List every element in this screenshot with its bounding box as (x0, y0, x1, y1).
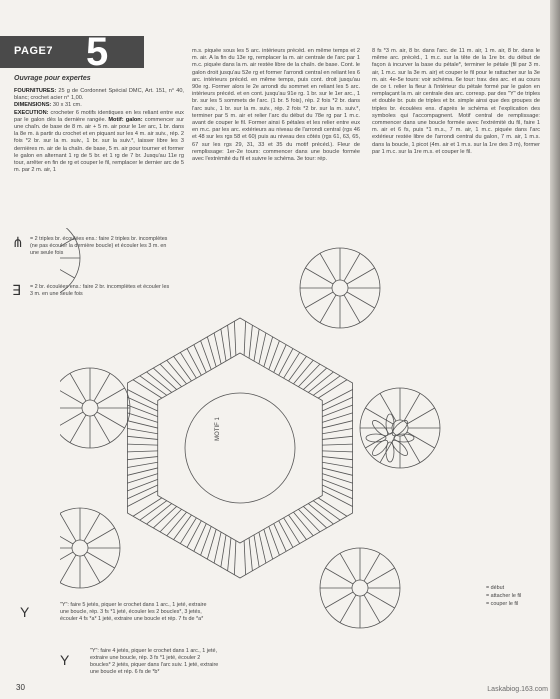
dimensions-text: 30 x 31 cm. (52, 102, 82, 109)
motif-label: MOTIF 1 (214, 417, 221, 441)
page-header-tab (0, 30, 144, 74)
text-column-2: m.s. piquée sous les 5 arc. intérieurs précéd. en même temps et 2 m. air. A la fin du 13e rg, remplacer la m. air centrale de l'arc par 1 m.c. piquée dans la m. air restée libre de la chaîn. de base. Cont. le galon droit jusqu'au 52e rg et former l'arrondi central en reliant les 6 arc. intérieurs précéd. en même temps, puis cont. droit jusqu'au 90e rg. Former alors le 2e arrondi du sommet en reliant les 5 arc. intérieurs précéd. et en cont. jusqu'au 91e rg. 1 br. sur le 1er arc., 1 br. sur les 5 sommets de l'arc. (1 br. 5 fois), rép. 2 fois *2 br. dans l'arc suiv., 1 br. sur la m. suiv., rép. 2 fois *2 br. sur la m. suiv.*, terminer par 5 m. air et relier l'arc du début du 78e rg par 1 m.c. avant de couper le fil. Former ainsi 6 pétales et les relier entre eux en m.c. par les arc. extérieurs au niveau de l'arrondi central (rgs 46 et 48 sur les rgs 58 et 60) puis au niveau des côtés (rgs 61, 63, 65, 67 sur les rgs 29, 31, 33 et 35 du motif précéd.). Fleur de remplissage: 1er-2e tours: commencer dans une boucle formée avec l'extrémité du fil et suivre le schéma. 3e tour: rép. (192, 48, 360, 163)
dimensions-heading: DIMENSIONS: (14, 102, 52, 109)
legend-y1: "Y": faire 5 jetés, piquer le crochet dans 1 arc., 1 jeté, extraire une boucle, rép. 3 fs *1 jeté, écouler les 2 boucles*, 3 jetés, écouler 4 fs *a* 1 jeté, extraire une boucle et rép. 7 fs de *a* (60, 602, 207, 622)
legend-couper: = couper le fil (486, 601, 519, 607)
fournitures-heading: FOURNITURES: (14, 88, 57, 94)
fournitures-text: 25 g de Cordonnet Spécial DMC, Art. 151, n° 40, blanc; crochet acier n° 1,00. (14, 88, 184, 102)
text-column-3: 8 fs *3 m. air, 8 br. dans l'arc. de 11 m. air, 1 m. air, 8 br. dans le même arc. précéd., 1 m.c. sur la tête de la 1re br. du début de façon à incurver la base du pétale*, terminer le pétale (fil par 3 m. air, 1 m.c. sur la 3e m. air) et couper le fil pour le rattacher sur la 3e m. air. 4e-5e tours: voir schéma. 6e tour: trav. des arc. et au cours de ce t. relier la fleur à l'intérieur du pétale formé par le galon en remplaçant la m. air centrale des arc. corresp. par des "Y" de triples et double br. puis de triples et br. simple ainsi que des groupes de triples br. écoulées ens. d'après le schéma et l'explication des symboles qui l'accompagnent. Motif central de remplissage: commencer dans une boucle formée avec l'extrémité du fil, faire 1 m. air et 6 fs, puis *1 m.s., 7 m. air, 1 m.c. piquée dans l'arc extérieur restée libre de l'arrondi central du galon, 7 m. air, 1 m.s. dans la boucle, 1 picot (4m. air et 1 m.s. sur la 1re des 3 m), former par 1 m.c. sur la 1re m.s. et couper le fil. (372, 48, 540, 155)
difficulty-level: Ouvrage pour expertes (14, 75, 91, 82)
page-edge-shadow (550, 0, 560, 699)
motif-heading: Motif: galon: (108, 116, 143, 123)
legend-debut: = début (486, 585, 505, 591)
execution-text: crocheter 6 motifs identiques en les reliant entre eux par le galon dès la dernière rangée. (14, 109, 184, 123)
legend-triple: = 2 triples br. écoulées ens.: faire 2 triples br. incomplètes (ne pas écouler la dernière boucle) et écouler les 3 m. en une seule fois (30, 236, 168, 256)
page-label: PAGE7 (14, 45, 53, 57)
pattern-number: 5 (86, 30, 109, 74)
motif-text: commencer sur une chaîn. de base de 8 m. air + 5 m. air pour le 1er arc, 1 br. dans la 8e m. à partir du crochet et en piquant sur les 4 m. air suiv., rép. 2 fois *2 br. sur la m. suiv., 1 br. sur la suiv.*, laisser libre les 3 dernières m. air de la chaîn. de base, 5 m. air pour tourner et former le galon en alternant 1 rg de 5 br. et 1 rg de 7 br. Jusqu'au 11e rg tour, arrêter en fin de rg et couper le fil, remplacer le dernier arc de 5 m. par 2 m. air, 1 (14, 116, 184, 174)
y-double-stitch-icon: Y (60, 652, 70, 668)
text-column-1 (14, 88, 184, 174)
legend-attacher: = attacher le fil (486, 593, 522, 599)
page-number: 30 (16, 683, 25, 692)
double-a-symbol-icon: ∃ (12, 282, 21, 298)
execution-heading: EXECUTION: (14, 109, 49, 116)
legend-double: = 2 br. écoulées ens.: faire 2 br. incomplètes et écouler les 3 m. en une seule fois (30, 284, 170, 297)
legend-y2: "Y": faire 4 jetés, piquer le crochet dans 1 arc., 1 jeté, extraire une boucle, rép. 3 fs *1 jeté, écouler 2 boucles* 2 jetés, piquer dans l'arc suiv. 1 jeté, extraire une boucle et rép. 6 fs de *b* (90, 648, 219, 675)
watermark: Laskabiog.163.com (487, 686, 548, 693)
triple-y-symbol-icon: ⋔ (12, 234, 24, 250)
y-stitch-icon: Y (20, 604, 30, 620)
